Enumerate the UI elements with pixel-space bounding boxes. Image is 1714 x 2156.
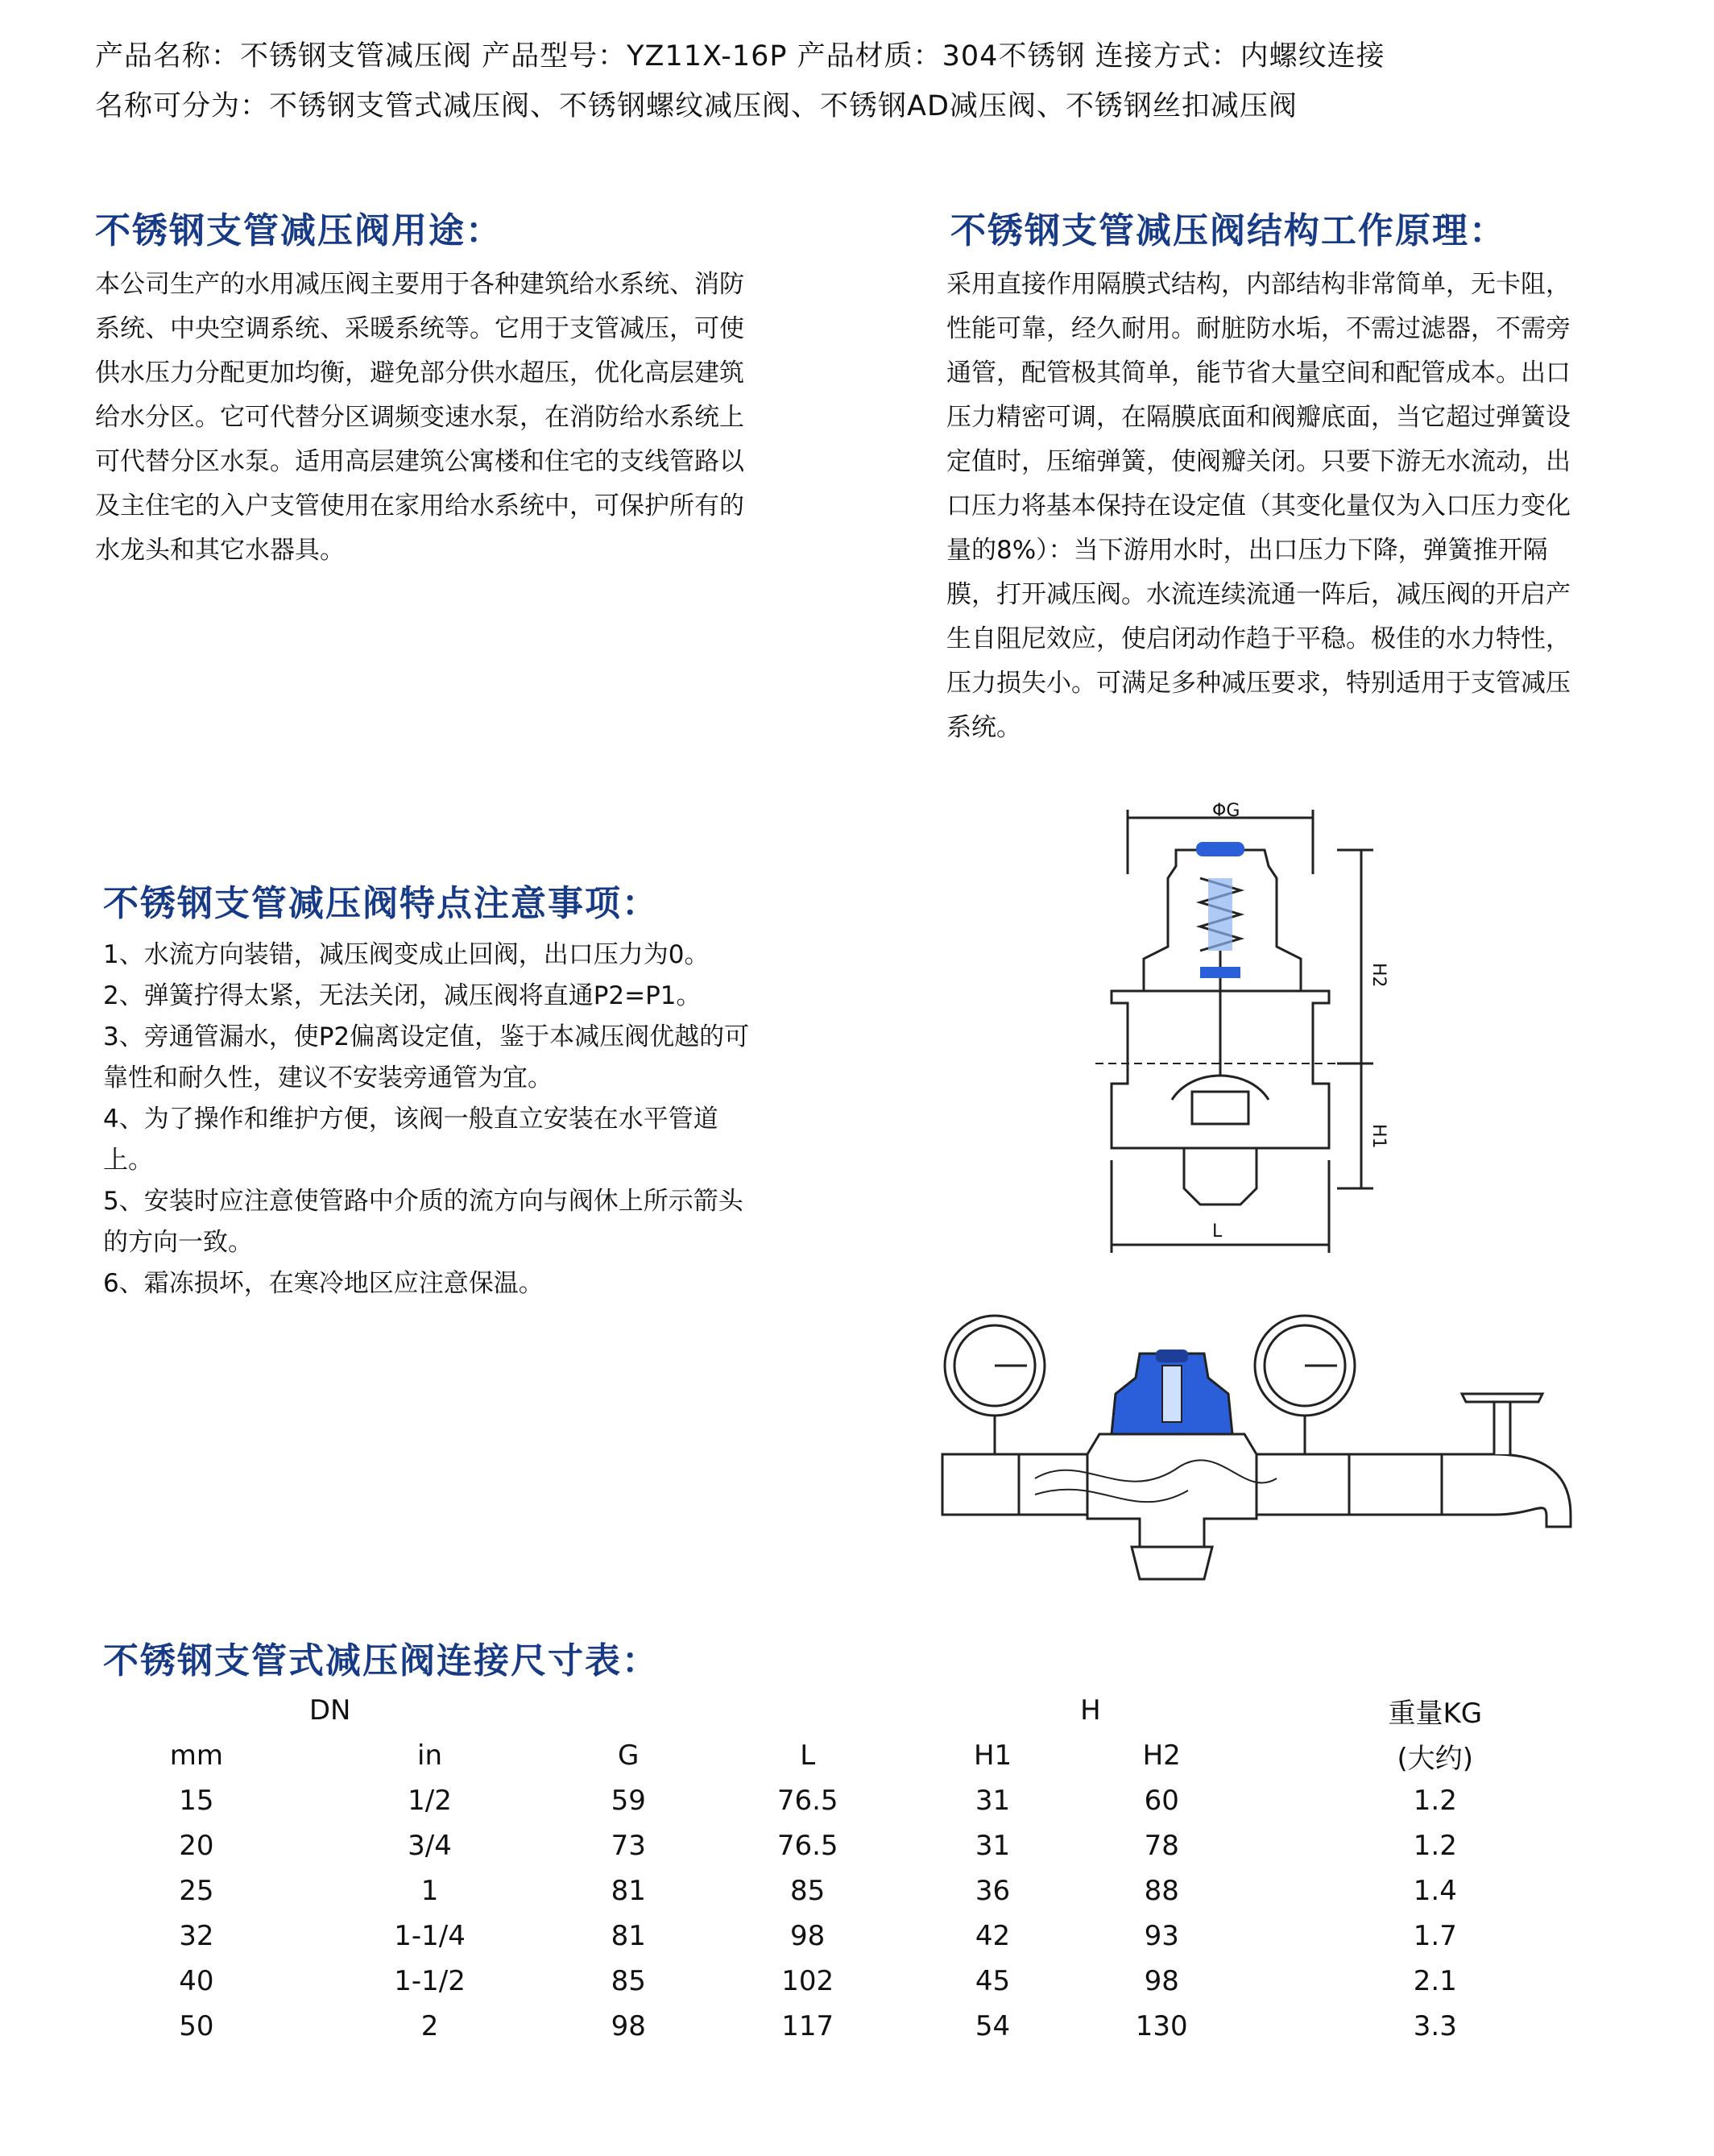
usage-title: 不锈钢支管减压阀用途： [95,210,503,251]
note-item: 4、为了操作和维护方便，该阀一般直立安装在水平管道 [103,1105,718,1134]
cell-in: 1-1/4 [394,1920,466,1952]
usage-line: 供水压力分配更加均衡，避免部分供水超压，优化高层建筑 [95,359,744,388]
head-g: G [618,1739,640,1772]
installation-illustration [938,1305,1583,1595]
usage-line: 本公司生产的水用减压阀主要用于各种建筑给水系统、消防 [95,270,744,299]
head-spacer [563,1688,693,1733]
cell-weight: 1.2 [1413,1830,1457,1862]
note-item: 2、弹簧拧得太紧，无法关闭，减压阀将直通P2=P1。 [103,981,702,1010]
cell-h2: 60 [1144,1785,1179,1817]
cell-h1: 45 [975,1965,1011,1997]
cell-mm: 15 [179,1785,214,1817]
cell-h1: 42 [975,1920,1011,1952]
table-title: 不锈钢支管式减压阀连接尺寸表： [103,1640,659,1681]
head-weight-note: (大约) [1397,1742,1474,1775]
principle-line: 性能可靠，经久耐用。耐脏防水垢，不需过滤器，不需旁 [946,314,1571,343]
dimension-table [97,1688,1611,2049]
table-row [97,1959,1611,2004]
cell-weight: 2.1 [1413,1965,1457,1997]
principle-line: 采用直接作用隔膜式结构，内部结构非常简单，无卡阻， [946,270,1571,299]
usage-line: 可代替分区水泵。适用高层建筑公寓楼和住宅的支线管路以 [95,447,744,476]
note-item: 靠性和耐久性，建议不安装旁通管为宜。 [103,1063,553,1093]
cell-mm: 25 [179,1875,214,1907]
cell-g: 81 [611,1920,646,1952]
alternate-names-line: 名称可分为：不锈钢支管式减压阀、不锈钢螺纹减压阀、不锈钢AD减压阀、不锈钢丝扣减压阀 [95,90,1298,122]
cell-l: 76.5 [776,1785,838,1817]
head-h2: H2 [1142,1739,1181,1772]
cell-h2: 88 [1144,1875,1179,1907]
note-item: 1、水流方向装错，减压阀变成止回阀，出口压力为0。 [103,940,710,969]
cell-h2: 93 [1144,1920,1179,1952]
principle-line: 压力精密可调，在隔膜底面和阀瓣底面，当它超过弹簧设 [946,403,1571,432]
usage-line: 水龙头和其它水器具。 [95,536,345,565]
cell-mm: 20 [179,1830,214,1862]
head-l: L [800,1739,816,1772]
cell-h1: 36 [975,1875,1011,1907]
cell-h2: 78 [1144,1830,1179,1862]
label-g: ΦG [1212,802,1240,821]
cell-g: 81 [611,1875,646,1907]
principle-line: 膜，打开减压阀。水流连续流通一阵后，减压阀的开启产 [946,580,1571,609]
head-in: in [417,1739,443,1772]
head-weight: 重量KG [1388,1697,1483,1730]
table-head-row-1 [97,1688,1611,1733]
table-row [97,1868,1611,1913]
principle-line: 生自阻尼效应，使启闭动作趋于平稳。极佳的水力特性， [946,624,1571,653]
principle-line: 口压力将基本保持在设定值（其变化量仅为入口压力变化 [946,491,1571,520]
note-item: 的方向一致。 [103,1228,253,1257]
head-h: H [1080,1694,1101,1727]
cell-h2: 130 [1135,2010,1188,2042]
usage-line: 及主住宅的入户支管使用在家用给水系统中，可保护所有的 [95,491,744,520]
cell-in: 2 [420,2010,439,2042]
cell-g: 98 [611,2010,646,2042]
principle-line: 通管，配管极其简单，能节省大量空间和配管成本。出口 [946,359,1571,388]
cell-h2: 98 [1144,1965,1179,1997]
cell-weight: 1.4 [1413,1875,1457,1907]
principle-title: 不锈钢支管减压阀结构工作原理： [950,210,1506,251]
principle-line: 压力损失小。可满足多种减压要求，特别适用于支管减压 [946,669,1571,698]
cell-weight: 1.7 [1413,1920,1457,1952]
cell-in: 3/4 [408,1830,452,1862]
principle-paragraph [946,263,1639,750]
cell-mm: 32 [179,1920,214,1952]
head-dn: DN [308,1694,351,1727]
cell-h1: 31 [975,1830,1011,1862]
table-row [97,1778,1611,1823]
table-row [97,1823,1611,1868]
cell-in: 1 [420,1875,439,1907]
table-row [97,2004,1611,2049]
head-mm: mm [169,1739,224,1772]
cell-g: 73 [611,1830,646,1862]
valve-dimension-drawing [1095,802,1401,1285]
note-item: 6、霜冻损坏，在寒冷地区应注意保温。 [103,1269,544,1298]
valve-cap-knob [1196,842,1244,856]
cell-g: 85 [611,1965,646,1997]
cell-mm: 50 [179,2010,214,2042]
notes-title: 不锈钢支管减压阀特点注意事项： [103,883,659,924]
note-item: 上。 [103,1146,153,1175]
usage-line: 系统、中央空调系统、采暖系统等。它用于支管减压，可使 [95,314,744,343]
cell-l: 117 [781,2010,834,2042]
usage-line: 给水分区。它可代替分区调频变速水泵，在消防给水系统上 [95,403,744,432]
cell-weight: 1.2 [1413,1785,1457,1817]
label-h2: H2 [1368,963,1389,988]
cell-in: 1/2 [408,1785,452,1817]
cell-h1: 54 [975,2010,1011,2042]
usage-paragraph [95,263,804,573]
principle-line: 量的8%）：当下游用水时，出口压力下降，弹簧推开隔 [946,536,1548,565]
cell-l: 102 [781,1965,834,1997]
cell-g: 59 [611,1785,646,1817]
label-h1: H1 [1368,1124,1389,1149]
head-h1: H1 [973,1739,1012,1772]
principle-line: 定值时，压缩弹簧，使阀瓣关闭。只要下游无水流动，出 [946,447,1571,476]
notes-list [103,935,812,1304]
cell-h1: 31 [975,1785,1011,1817]
head-spacer [693,1688,921,1733]
note-item: 3、旁通管漏水，使P2偏离设定值，鉴于本减压阀优越的可 [103,1022,750,1051]
cell-weight: 3.3 [1413,2010,1457,2042]
cell-mm: 40 [179,1965,214,1997]
note-item: 5、安装时应注意使管路中介质的流方向与阀休上所示箭头 [103,1187,743,1216]
cell-l: 76.5 [776,1830,838,1862]
table-head-row-2 [97,1733,1611,1778]
principle-line: 系统。 [946,713,1021,742]
product-info-line: 产品名称：不锈钢支管减压阀 产品型号：YZ11X-16P 产品材质：304不锈钢 连接方式：内螺纹连接 [95,40,1385,73]
cell-l: 98 [790,1920,826,1952]
cell-in: 1-1/2 [394,1965,466,1997]
label-l: L [1212,1221,1223,1242]
cell-l: 85 [790,1875,826,1907]
table-row [97,1913,1611,1959]
